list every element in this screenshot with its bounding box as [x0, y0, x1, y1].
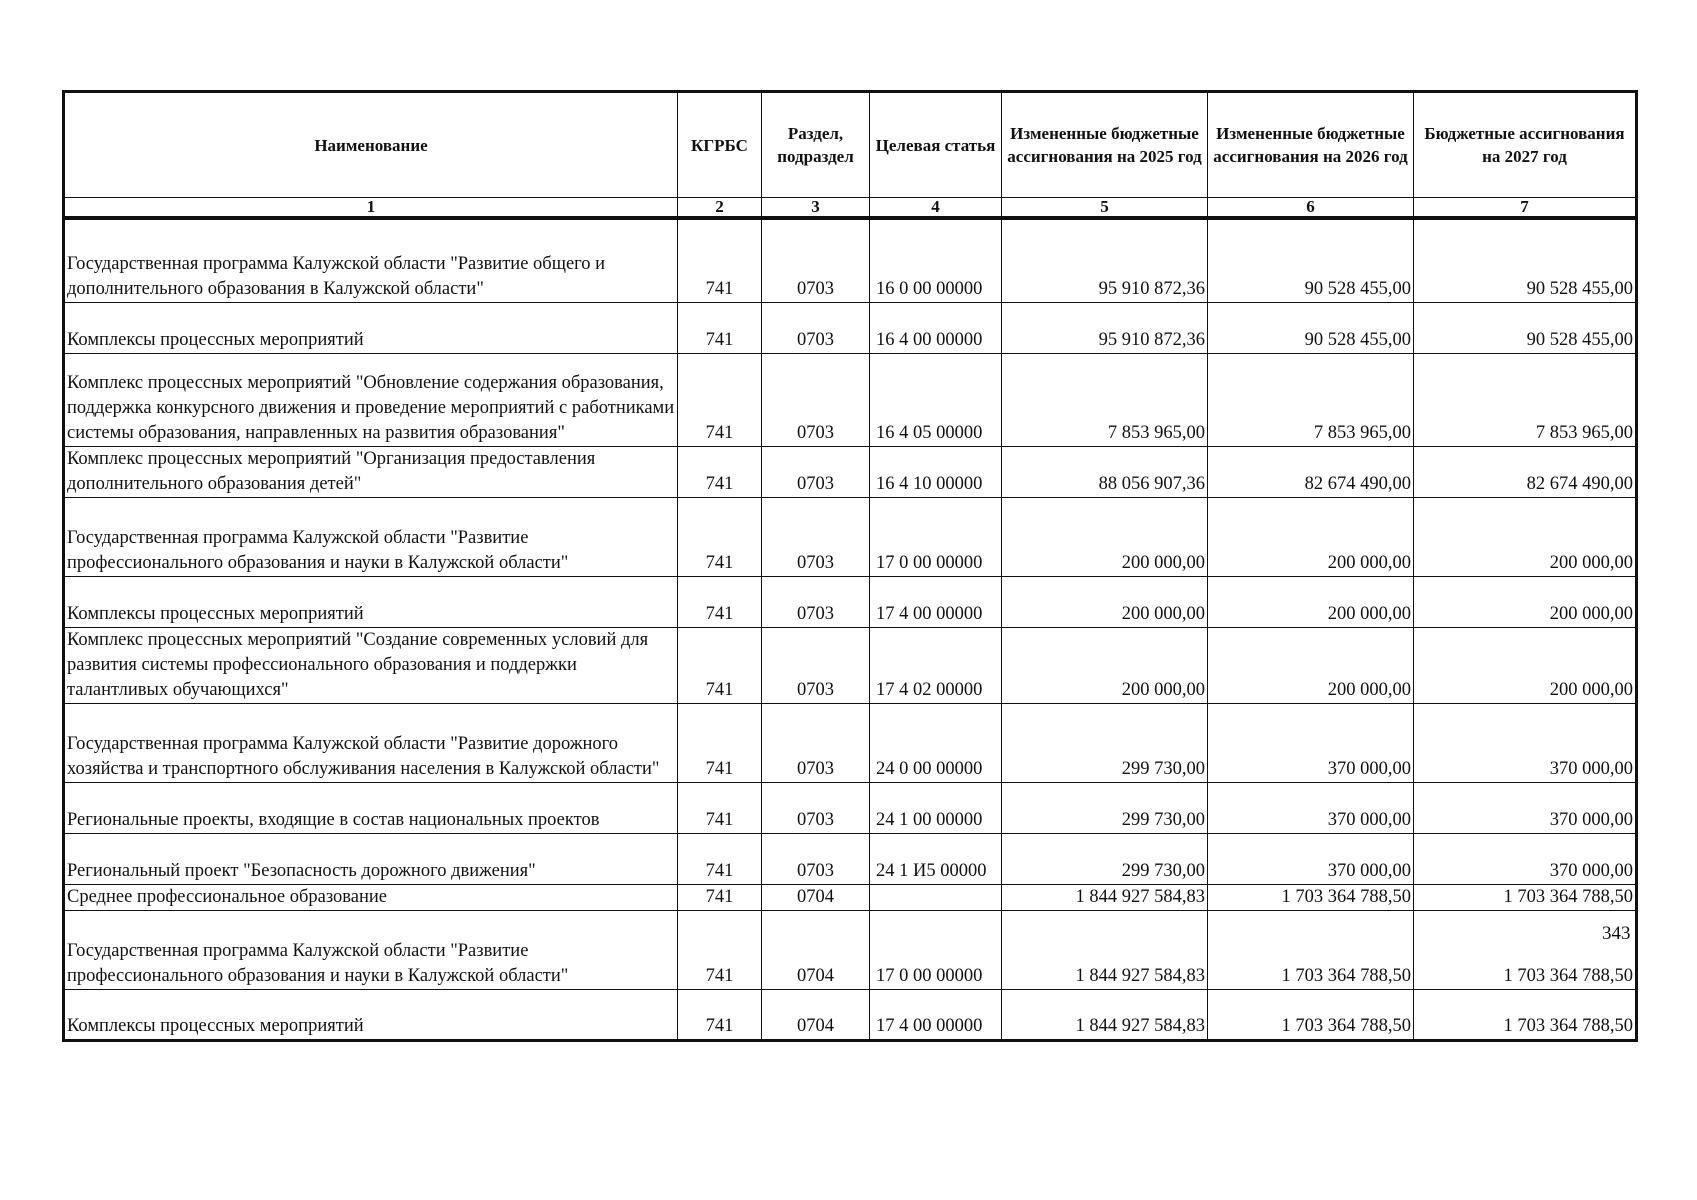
page-number: 343	[1602, 923, 1631, 944]
row-name: Государственная программа Калужской области "Развитие профессионального образования и науки в Калужской области"	[64, 497, 678, 576]
header-row	[64, 92, 1637, 198]
row-target: 17 4 00 00000	[870, 989, 1002, 1040]
row-amount-2025: 95 910 872,36	[1002, 302, 1208, 353]
table-row	[64, 497, 1637, 576]
row-amount-2026: 90 528 455,00	[1208, 302, 1414, 353]
row-section: 0704	[762, 884, 870, 910]
row-name: Комплекс процессных мероприятий "Организация предоставления дополнительного образования детей"	[64, 446, 678, 497]
table-body	[64, 218, 1637, 1040]
row-amount-2025: 299 730,00	[1002, 703, 1208, 782]
row-amount-2026: 7 853 965,00	[1208, 353, 1414, 446]
table-row	[64, 218, 1637, 302]
row-amount-2026: 1 703 364 788,50	[1208, 989, 1414, 1040]
row-kgrbs: 741	[678, 497, 762, 576]
row-amount-2026: 1 703 364 788,50	[1208, 910, 1414, 989]
row-section: 0703	[762, 782, 870, 833]
row-name: Государственная программа Калужской области "Развитие общего и дополнительного образования в Калужской области"	[64, 218, 678, 302]
table-row	[64, 627, 1637, 703]
row-section: 0703	[762, 703, 870, 782]
column-number-row	[64, 198, 1637, 219]
row-amount-2025: 200 000,00	[1002, 576, 1208, 627]
row-amount-2025: 299 730,00	[1002, 782, 1208, 833]
row-section: 0704	[762, 910, 870, 989]
column-number: 2	[678, 198, 762, 219]
row-amount-2026: 370 000,00	[1208, 703, 1414, 782]
row-name: Комплексы процессных мероприятий	[64, 989, 678, 1040]
column-number: 7	[1414, 198, 1637, 219]
row-amount-2026: 200 000,00	[1208, 627, 1414, 703]
row-target: 24 1 00 00000	[870, 782, 1002, 833]
row-name: Региональные проекты, входящие в состав национальных проектов	[64, 782, 678, 833]
row-kgrbs: 741	[678, 353, 762, 446]
table-row	[64, 353, 1637, 446]
row-amount-2025: 1 844 927 584,83	[1002, 910, 1208, 989]
header-section: Раздел, подраздел	[762, 92, 870, 198]
row-kgrbs: 741	[678, 218, 762, 302]
row-amount-2026: 370 000,00	[1208, 782, 1414, 833]
table-row	[64, 989, 1637, 1040]
row-section: 0704	[762, 989, 870, 1040]
row-kgrbs: 741	[678, 627, 762, 703]
row-name: Государственная программа Калужской области "Развитие дорожного хозяйства и транспортного обслуживания населения в Калужской области"	[64, 703, 678, 782]
row-target: 16 4 00 00000	[870, 302, 1002, 353]
row-amount-2026: 1 703 364 788,50	[1208, 884, 1414, 910]
row-amount-2027: 90 528 455,00	[1414, 302, 1637, 353]
row-target: 16 4 10 00000	[870, 446, 1002, 497]
row-amount-2025: 200 000,00	[1002, 627, 1208, 703]
row-name: Региональный проект "Безопасность дорожного движения"	[64, 833, 678, 884]
header-kgrbs: КГРБС	[678, 92, 762, 198]
row-amount-2027: 370 000,00	[1414, 703, 1637, 782]
row-amount-2027: 1 703 364 788,50	[1414, 910, 1637, 989]
row-section: 0703	[762, 497, 870, 576]
table-row	[64, 703, 1637, 782]
row-section: 0703	[762, 627, 870, 703]
row-amount-2025: 299 730,00	[1002, 833, 1208, 884]
row-amount-2027: 7 853 965,00	[1414, 353, 1637, 446]
header-target: Целевая статья	[870, 92, 1002, 198]
row-target: 16 4 05 00000	[870, 353, 1002, 446]
row-amount-2027: 370 000,00	[1414, 782, 1637, 833]
table-row	[64, 884, 1637, 910]
column-number: 6	[1208, 198, 1414, 219]
table-row	[64, 910, 1637, 989]
budget-table	[62, 90, 1638, 1042]
table-row	[64, 782, 1637, 833]
row-amount-2027: 200 000,00	[1414, 497, 1637, 576]
row-amount-2026: 200 000,00	[1208, 576, 1414, 627]
row-amount-2025: 7 853 965,00	[1002, 353, 1208, 446]
row-name: Комплексы процессных мероприятий	[64, 302, 678, 353]
row-amount-2027: 200 000,00	[1414, 627, 1637, 703]
row-amount-2025: 88 056 907,36	[1002, 446, 1208, 497]
header-2026: Измененные бюджетные ассигнования на 2026 год	[1208, 92, 1414, 198]
row-amount-2025: 200 000,00	[1002, 497, 1208, 576]
row-kgrbs: 741	[678, 782, 762, 833]
column-number: 4	[870, 198, 1002, 219]
row-target: 17 4 02 00000	[870, 627, 1002, 703]
row-amount-2027: 1 703 364 788,50	[1414, 989, 1637, 1040]
column-number: 1	[64, 198, 678, 219]
row-name: Комплексы процессных мероприятий	[64, 576, 678, 627]
row-amount-2025: 1 844 927 584,83	[1002, 884, 1208, 910]
row-kgrbs: 741	[678, 302, 762, 353]
row-target: 16 0 00 00000	[870, 218, 1002, 302]
row-kgrbs: 741	[678, 910, 762, 989]
row-target: 24 1 И5 00000	[870, 833, 1002, 884]
row-target: 17 0 00 00000	[870, 910, 1002, 989]
row-section: 0703	[762, 446, 870, 497]
row-section: 0703	[762, 576, 870, 627]
row-amount-2027: 1 703 364 788,50	[1414, 884, 1637, 910]
column-number: 3	[762, 198, 870, 219]
row-amount-2025: 95 910 872,36	[1002, 218, 1208, 302]
row-kgrbs: 741	[678, 989, 762, 1040]
row-amount-2027: 200 000,00	[1414, 576, 1637, 627]
row-target: 17 0 00 00000	[870, 497, 1002, 576]
table-row	[64, 302, 1637, 353]
row-amount-2026: 82 674 490,00	[1208, 446, 1414, 497]
row-name: Комплекс процессных мероприятий "Создание современных условий для развития системы профессионального образования и поддержки талантливых обучающихся"	[64, 627, 678, 703]
row-amount-2026: 370 000,00	[1208, 833, 1414, 884]
row-kgrbs: 741	[678, 703, 762, 782]
row-amount-2026: 200 000,00	[1208, 497, 1414, 576]
row-target	[870, 884, 1002, 910]
row-name: Государственная программа Калужской области "Развитие профессионального образования и науки в Калужской области"	[64, 910, 678, 989]
row-amount-2026: 90 528 455,00	[1208, 218, 1414, 302]
row-amount-2027: 90 528 455,00	[1414, 218, 1637, 302]
table-row	[64, 576, 1637, 627]
column-number: 5	[1002, 198, 1208, 219]
header-2025: Измененные бюджетные ассигнования на 2025 год	[1002, 92, 1208, 198]
row-section: 0703	[762, 302, 870, 353]
row-kgrbs: 741	[678, 576, 762, 627]
row-section: 0703	[762, 353, 870, 446]
header-name: Наименование	[64, 92, 678, 198]
row-name: Среднее профессиональное образование	[64, 884, 678, 910]
row-target: 17 4 00 00000	[870, 576, 1002, 627]
row-kgrbs: 741	[678, 884, 762, 910]
row-amount-2027: 370 000,00	[1414, 833, 1637, 884]
table-row	[64, 833, 1637, 884]
row-kgrbs: 741	[678, 833, 762, 884]
row-section: 0703	[762, 218, 870, 302]
row-target: 24 0 00 00000	[870, 703, 1002, 782]
row-amount-2027: 82 674 490,00	[1414, 446, 1637, 497]
row-section: 0703	[762, 833, 870, 884]
row-name: Комплекс процессных мероприятий "Обновление содержания образования, поддержка конкурсного движения и проведение мероприятий с работниками системы образования, направленных на развития образования"	[64, 353, 678, 446]
row-kgrbs: 741	[678, 446, 762, 497]
header-2027: Бюджетные ассигнования на 2027 год	[1414, 92, 1637, 198]
row-amount-2025: 1 844 927 584,83	[1002, 989, 1208, 1040]
table-row	[64, 446, 1637, 497]
